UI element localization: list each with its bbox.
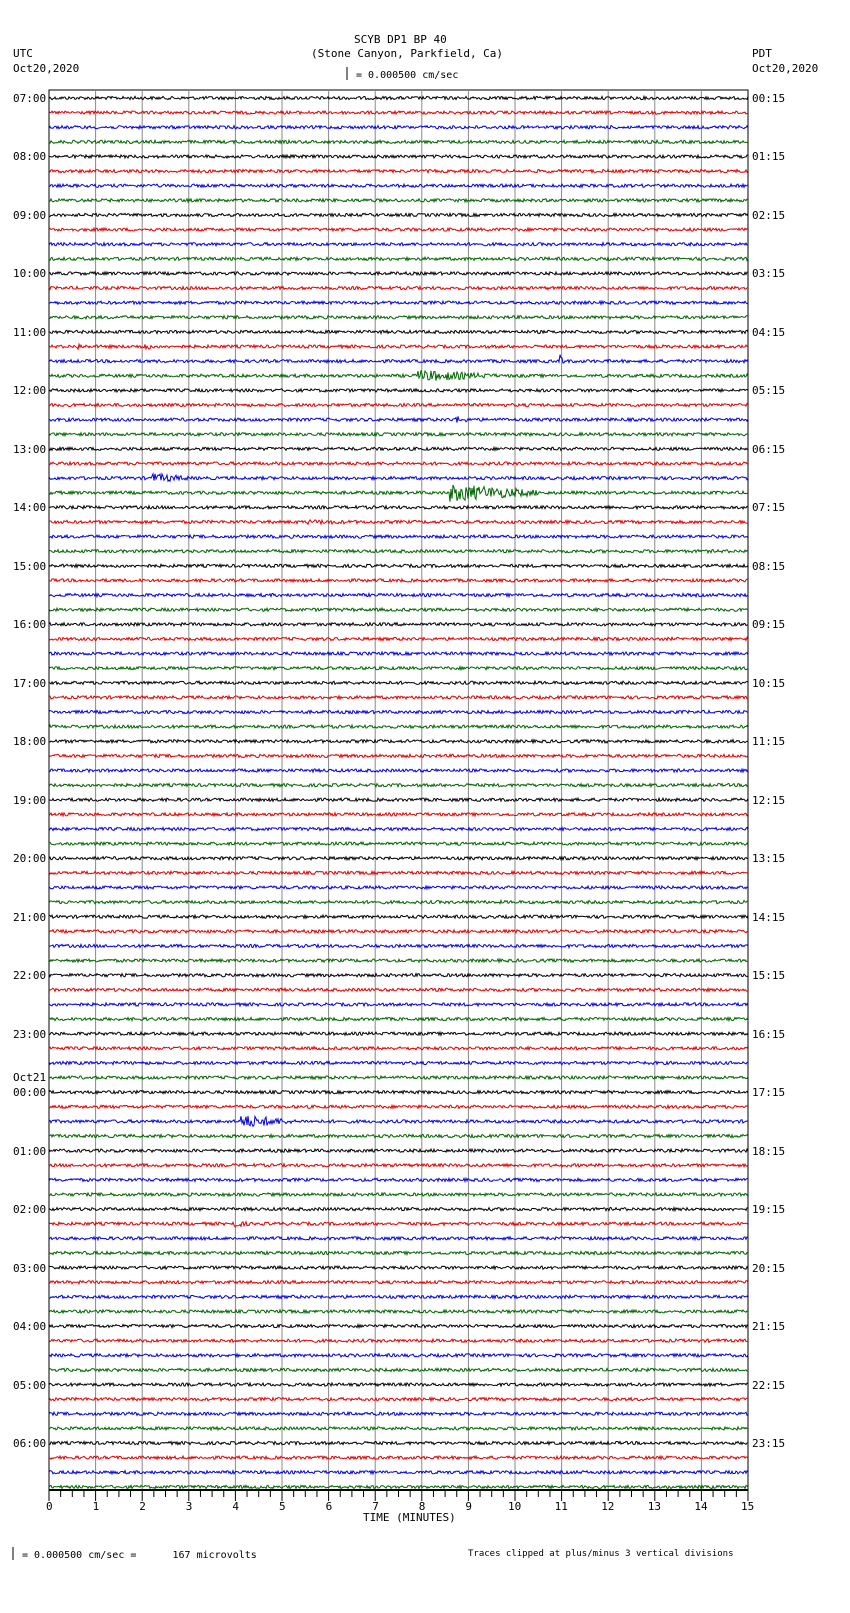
trace-42 [49, 710, 748, 713]
left-hour-label: 23:00 [13, 1027, 47, 1041]
trace-23 [49, 433, 748, 436]
x-tick-label: 7 [372, 1500, 379, 1513]
trace-15 [49, 316, 748, 319]
right-hour-label: 08:15 [752, 559, 786, 573]
trace-0 [49, 96, 748, 99]
footer-scale: = 0.000500 cm/sec = 167 microvolts [22, 1550, 257, 1561]
trace-31 [49, 550, 748, 553]
trace-59 [49, 959, 748, 962]
left-hour-label: 00:00 [13, 1086, 47, 1100]
trace-62 [49, 1003, 748, 1006]
trace-82 [49, 1295, 748, 1298]
trace-36 [49, 623, 748, 626]
trace-67 [49, 1076, 748, 1079]
trace-58 [49, 944, 748, 947]
trace-48 [49, 798, 748, 801]
right-hour-label: 01:15 [752, 150, 786, 164]
trace-75 [49, 1193, 748, 1196]
trace-7 [49, 199, 748, 202]
right-timezone: PDT [752, 47, 772, 60]
trace-34 [49, 594, 748, 597]
left-hour-label: 11:00 [13, 325, 47, 339]
trace-44 [49, 740, 748, 743]
trace-52 [49, 857, 748, 860]
left-hour-label: 12:00 [13, 384, 47, 398]
trace-20 [49, 389, 748, 392]
right-hour-label: 07:15 [752, 501, 786, 515]
trace-63 [49, 1018, 748, 1021]
left-timezone: UTC [13, 47, 33, 60]
right-hour-label: 05:15 [752, 384, 786, 398]
trace-85 [49, 1339, 748, 1342]
trace-49 [49, 813, 748, 816]
trace-71 [49, 1134, 748, 1137]
trace-79 [49, 1251, 748, 1254]
trace-10 [49, 243, 748, 246]
left-hour-label: 19:00 [13, 793, 47, 807]
left-hour-label: 06:00 [13, 1437, 47, 1451]
right-hour-label: 00:15 [752, 92, 786, 105]
right-hour-label: 22:15 [752, 1378, 786, 1392]
trace-61 [49, 988, 748, 991]
trace-32 [49, 564, 748, 567]
trace-11 [49, 257, 748, 260]
right-hour-label: 10:15 [752, 676, 786, 690]
right-hour-label: 14:15 [752, 910, 786, 924]
x-tick-label: 3 [185, 1500, 193, 1513]
right-hour-label: 21:15 [752, 1320, 786, 1334]
trace-73 [49, 1164, 748, 1167]
trace-90 [49, 1412, 748, 1415]
trace-29 [49, 520, 748, 524]
right-hour-label: 03:15 [752, 267, 786, 281]
trace-81 [49, 1281, 748, 1284]
trace-57 [49, 930, 748, 933]
left-hour-label: 18:00 [13, 735, 47, 749]
left-hour-label: 09:00 [13, 208, 47, 222]
trace-64 [49, 1032, 748, 1035]
trace-37 [49, 637, 748, 640]
right-hour-label: 11:15 [752, 735, 786, 749]
trace-95 [49, 1485, 748, 1488]
trace-19 [49, 370, 748, 380]
trace-83 [49, 1310, 748, 1313]
left-hour-label: 13:00 [13, 442, 47, 456]
trace-51 [49, 842, 748, 845]
left-hour-label: 22:00 [13, 969, 47, 983]
trace-70 [49, 1116, 748, 1126]
left-date-change-label: Oct21 [13, 1071, 47, 1085]
x-tick-label: 12 [601, 1500, 615, 1513]
trace-45 [49, 754, 748, 757]
trace-13 [49, 287, 748, 290]
right-hour-label: 02:15 [752, 208, 786, 222]
trace-35 [49, 608, 748, 611]
trace-8 [49, 213, 748, 216]
right-hour-label: 23:15 [752, 1437, 786, 1451]
right-hour-label: 19:15 [752, 1203, 786, 1217]
right-hour-label: 18:15 [752, 1144, 786, 1158]
x-tick-label: 8 [418, 1500, 426, 1513]
x-tick-label: 6 [325, 1500, 333, 1513]
x-tick-label: 2 [139, 1500, 146, 1513]
x-tick-label: 15 [741, 1500, 755, 1513]
trace-50 [49, 827, 748, 830]
x-tick-label: 9 [465, 1500, 473, 1513]
left-hour-label: 05:00 [13, 1378, 47, 1392]
trace-91 [49, 1427, 748, 1430]
right-hour-label: 13:15 [752, 852, 786, 866]
left-hour-label: 15:00 [13, 559, 47, 573]
trace-33 [49, 579, 748, 582]
right-hour-label: 12:15 [752, 793, 786, 807]
trace-66 [49, 1061, 748, 1064]
right-hour-label: 17:15 [752, 1086, 786, 1100]
trace-74 [49, 1178, 748, 1181]
trace-92 [49, 1441, 748, 1444]
right-hour-label: 20:15 [752, 1261, 786, 1275]
trace-2 [49, 126, 748, 129]
trace-3 [49, 140, 748, 143]
trace-60 [49, 974, 748, 977]
x-tick-label: 4 [232, 1500, 240, 1513]
left-hour-label: 20:00 [13, 852, 47, 866]
trace-14 [49, 301, 748, 304]
right-hour-label: 15:15 [752, 969, 786, 983]
x-tick-label: 13 [647, 1500, 662, 1513]
trace-77 [49, 1222, 748, 1227]
trace-26 [49, 474, 748, 481]
x-tick-label: 11 [554, 1500, 568, 1513]
trace-39 [49, 667, 748, 670]
x-axis-label: TIME (MINUTES) [363, 1511, 456, 1524]
trace-56 [49, 915, 748, 918]
x-tick-label: 10 [508, 1500, 522, 1513]
left-hour-label: 03:00 [13, 1261, 47, 1275]
chart-title: SCYB DP1 BP 40 [354, 33, 447, 46]
trace-47 [49, 784, 748, 787]
chart-subtitle: (Stone Canyon, Parkfield, Ca) [311, 47, 504, 60]
trace-53 [49, 871, 748, 874]
trace-17 [49, 344, 748, 349]
x-tick-label: 1 [92, 1500, 100, 1513]
trace-65 [49, 1047, 748, 1050]
left-hour-label: 16:00 [13, 618, 47, 632]
trace-30 [49, 535, 748, 538]
trace-88 [49, 1383, 748, 1386]
trace-80 [49, 1266, 748, 1269]
trace-84 [49, 1325, 748, 1328]
footer-clip-note: Traces clipped at plus/minus 3 vertical divisions [468, 1549, 734, 1559]
trace-28 [49, 506, 748, 509]
trace-12 [49, 272, 748, 275]
trace-18 [49, 355, 748, 363]
left-hour-label: 17:00 [13, 676, 47, 690]
left-hour-label: 08:00 [13, 150, 47, 164]
x-tick-label: 5 [279, 1500, 286, 1513]
trace-87 [49, 1368, 748, 1371]
trace-16 [49, 330, 748, 333]
left-date: Oct20,2020 [13, 62, 80, 75]
trace-9 [49, 228, 748, 231]
right-hour-label: 04:15 [752, 325, 786, 339]
trace-94 [49, 1471, 748, 1474]
trace-43 [49, 725, 748, 728]
left-hour-label: 21:00 [13, 910, 47, 924]
right-hour-label: 16:15 [752, 1027, 786, 1041]
trace-38 [49, 652, 748, 655]
trace-27 [49, 485, 748, 502]
trace-76 [49, 1208, 748, 1211]
trace-5 [49, 170, 748, 173]
trace-22 [49, 416, 748, 422]
trace-68 [49, 1091, 748, 1094]
trace-40 [49, 681, 748, 684]
trace-69 [49, 1105, 748, 1108]
scale-label: = 0.000500 cm/sec [356, 70, 459, 81]
trace-55 [49, 901, 748, 904]
trace-25 [49, 462, 748, 465]
left-hour-label: 01:00 [13, 1144, 47, 1158]
right-hour-label: 06:15 [752, 442, 786, 456]
left-hour-label: 07:00 [13, 92, 47, 105]
trace-6 [49, 184, 748, 187]
right-date: Oct20,2020 [752, 62, 819, 75]
trace-54 [49, 886, 748, 889]
trace-46 [49, 769, 748, 772]
left-hour-label: 02:00 [13, 1203, 47, 1217]
trace-78 [49, 1237, 748, 1240]
left-hour-label: 10:00 [13, 267, 47, 281]
trace-1 [49, 111, 748, 114]
trace-72 [49, 1149, 748, 1152]
trace-86 [49, 1354, 748, 1357]
right-hour-label: 09:15 [752, 618, 786, 632]
trace-24 [49, 447, 748, 450]
trace-93 [49, 1456, 748, 1459]
trace-21 [49, 403, 748, 406]
trace-4 [49, 155, 748, 158]
x-tick-label: 14 [694, 1500, 708, 1513]
x-tick-label: 0 [46, 1500, 53, 1513]
left-hour-label: 14:00 [13, 501, 47, 515]
left-hour-label: 04:00 [13, 1320, 47, 1334]
trace-41 [49, 696, 748, 699]
plot-frame [49, 90, 748, 1490]
trace-89 [49, 1398, 748, 1401]
